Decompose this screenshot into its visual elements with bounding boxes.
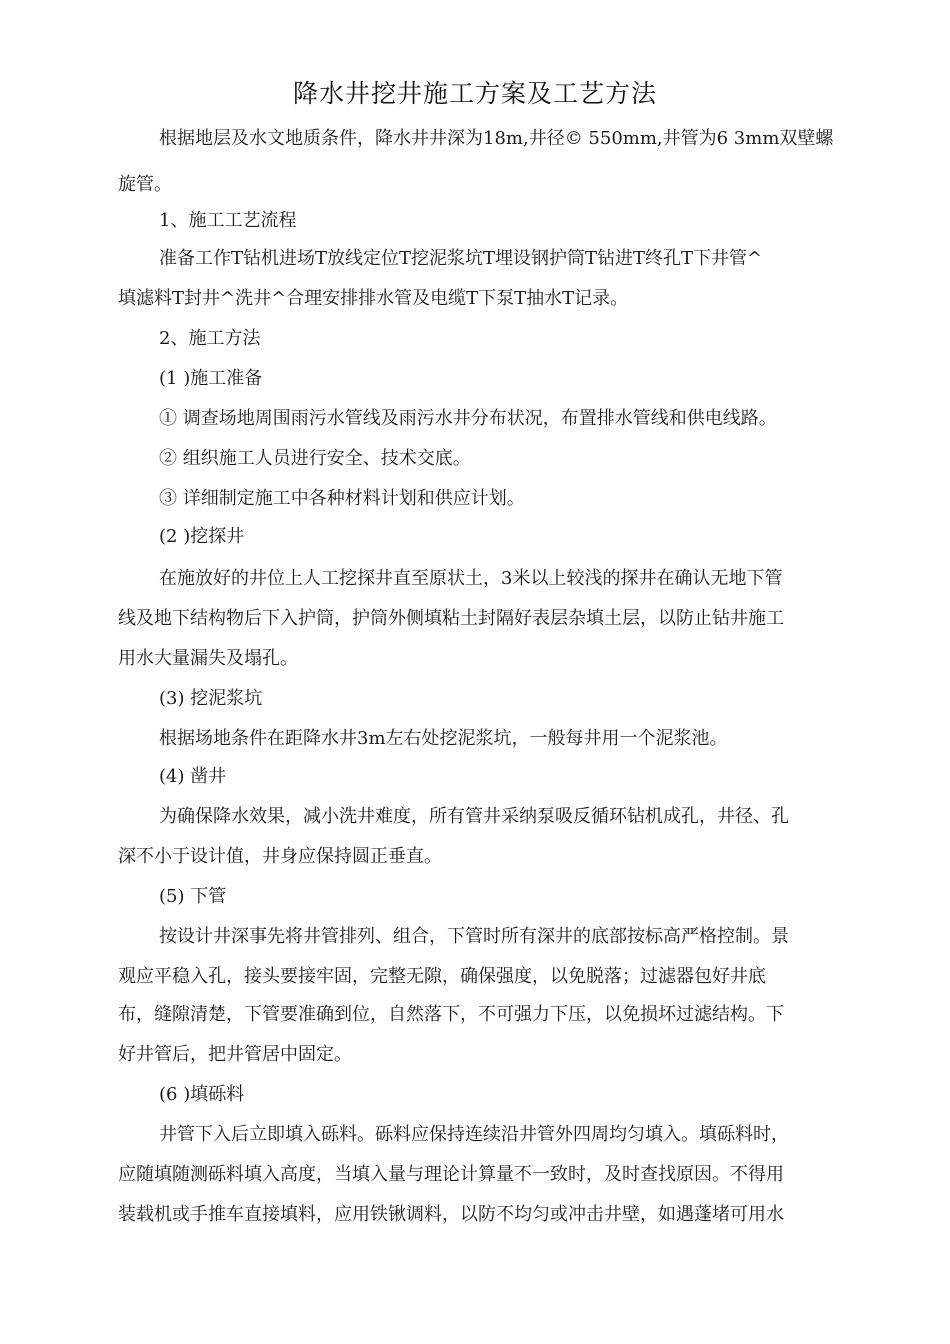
paragraph-line: 装载机或手推车直接填料，应用铁锹调料，以防不均匀或冲击井壁，如遇蓬堵可用水 — [118, 1204, 784, 1225]
paragraph-line: 好井管后，把井管居中固定。 — [118, 1044, 352, 1065]
paragraph-line: 在施放好的井位上人工挖探井直至原状土，3米以上较浅的探井在确认无地下管 — [159, 568, 783, 589]
subsection-heading: (2 )挖探井 — [159, 526, 245, 547]
subsection-heading: (1 )施工准备 — [159, 368, 263, 389]
section-heading: 1、施工工艺流程 — [159, 210, 297, 231]
subsection-heading: (3) 挖泥浆坑 — [159, 688, 263, 709]
section-heading: 2、施工方法 — [159, 328, 261, 349]
paragraph-line: 准备工作T钻机进场T放线定位T挖泥浆坑T埋设钢护筒T钻进T终孔T下井管^ — [159, 248, 763, 269]
subsection-heading: (4) 凿井 — [159, 766, 227, 787]
paragraph-line: 按设计井深事先将井管排列、组合，下管时所有深井的底部按标高严格控制。景 — [159, 926, 789, 947]
paragraph-line: 根据场地条件在距降水井3m左右处挖泥浆坑，一般每井用一个泥浆池。 — [159, 728, 728, 749]
subsection-heading: (5) 下管 — [159, 886, 227, 907]
document-title: 降水井挖井施工方案及工艺方法 — [292, 79, 657, 108]
paragraph-line: 应随填随测砾料填入高度，当填入量与理论计算量不一致时，及时查找原因。不得用 — [118, 1164, 784, 1185]
paragraph-line: 填滤料T封井^洗井^合理安排排水管及电缆T下泵T抽水T记录。 — [118, 288, 629, 309]
list-item: ② 组织施工人员进行安全、技术交底。 — [159, 448, 471, 469]
paragraph-line: 观应平稳入孔，接头要接牢固，完整无隙，确保强度，以免脱落；过滤器包好井底 — [118, 966, 766, 987]
paragraph-line: 用水大量漏失及塌孔。 — [118, 648, 298, 669]
paragraph-line: 为确保降水效果，减小洗井难度，所有管井采纳泵吸反循环钻机成孔，井径、孔 — [159, 806, 789, 827]
subsection-heading: (6 )填砾料 — [159, 1084, 245, 1105]
paragraph-line: 深不小于设计值，井身应保持圆正垂直。 — [118, 846, 442, 867]
paragraph-line: 根据地层及水文地质条件，降水井井深为18m,井径© 550mm,井管为6 3mm双壁螺 — [159, 128, 834, 149]
paragraph-line: 旋管。 — [118, 174, 172, 195]
list-item: ① 调查场地周围雨污水管线及雨污水井分布状况，布置排水管线和供电线路。 — [159, 408, 777, 429]
paragraph-line: 布，缝隙清楚，下管要准确到位，自然落下，不可强力下压，以免损坏过滤结构。下 — [118, 1004, 784, 1025]
list-item: ③ 详细制定施工中各种材料计划和供应计划。 — [159, 488, 525, 509]
paragraph-line: 线及地下结构物后下入护筒，护筒外侧填粘土封隔好表层杂填土层，以防止钻井施工 — [118, 608, 784, 629]
paragraph-line: 井管下入后立即填入砾料。砾料应保持连续沿井管外四周均匀填入。填砾料时， — [159, 1124, 789, 1145]
